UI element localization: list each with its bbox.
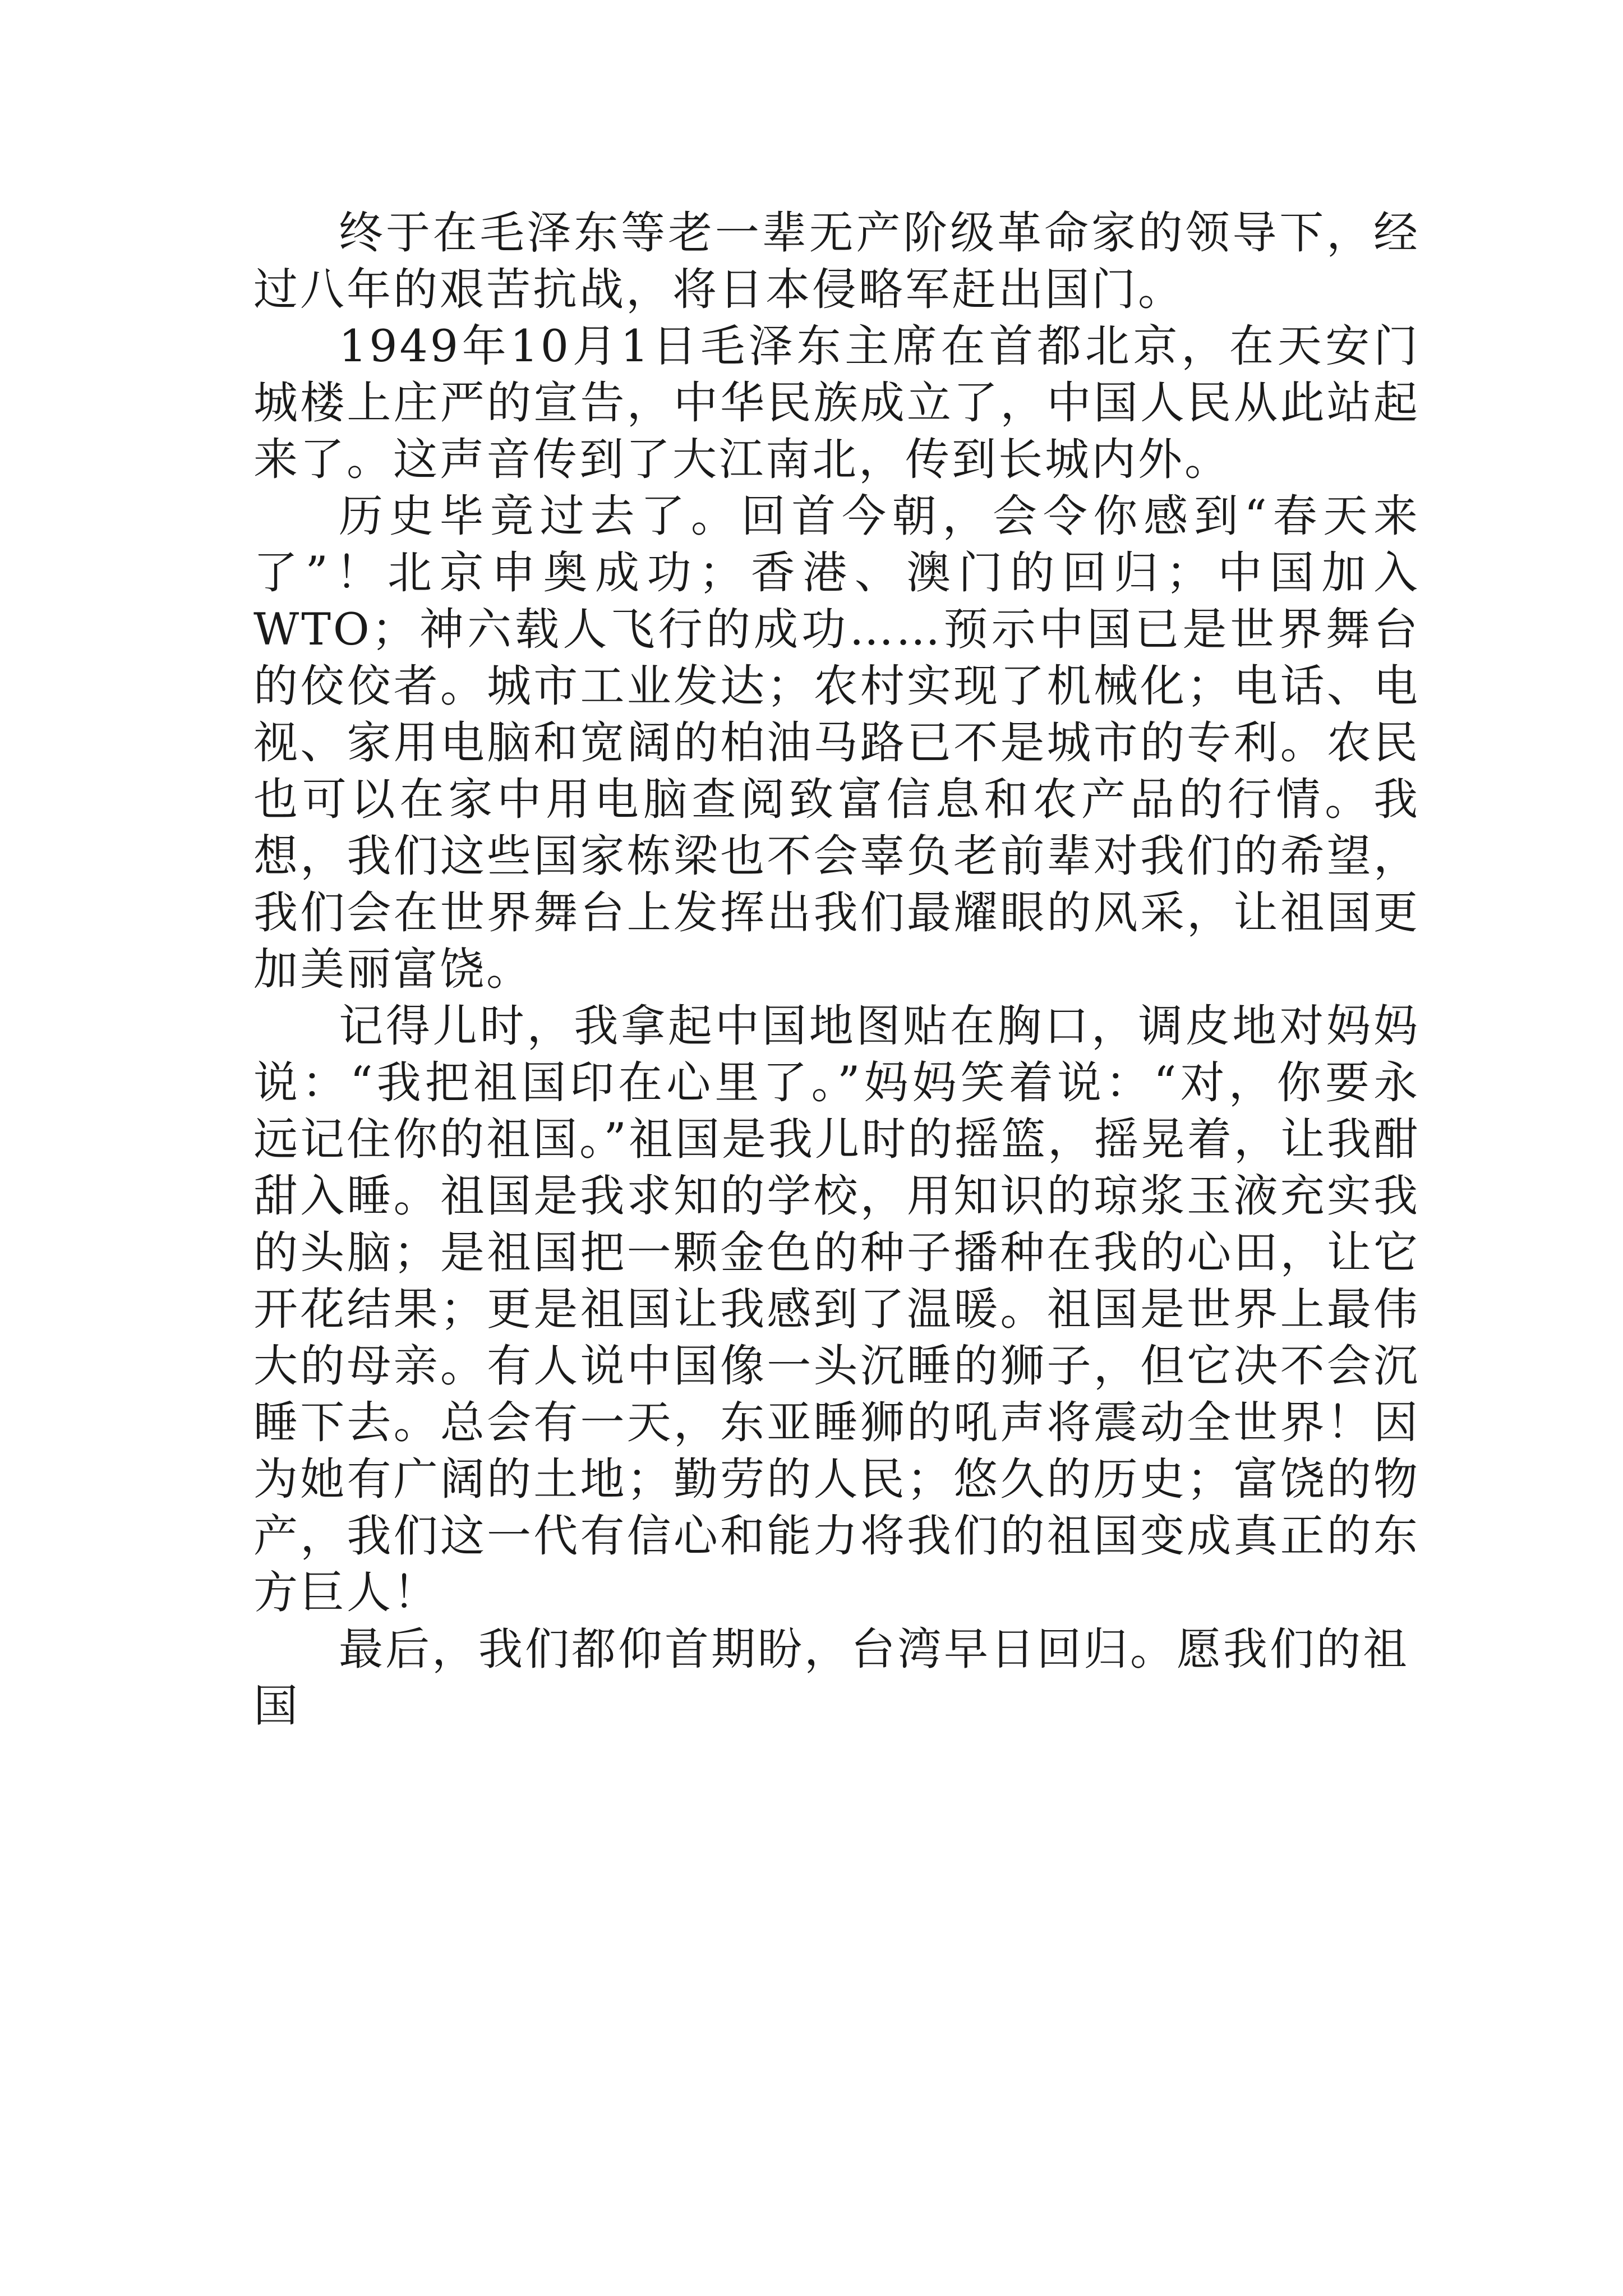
paragraph-founding: 1949年10月1日毛泽东主席在首都北京，在天安门城楼上庄严的宣告，中华民族成立了，中国人民从此站起来了。这声音传到了大江南北，传到长城内外。 [253,320,1420,485]
paragraph-today: 历史毕竟过去了。回首今朝，会令你感到“春天来了”！北京申奥成功；香港、澳门的回归；中国加入WTO；神六载人飞行的成功……预示中国已是世界舞台的佼佼者。城市工业发达；农村实现了机械化；电话、电视、家用电脑和宽阔的柏油马路已不是城市的专利。农民也可以在家中用电脑查阅致富信息和农产品的行情。我想，我们这些国家栋梁也不会辜负老前辈对我们的希望，我们会在世界舞台上发挥出我们最耀眼的风采，让祖国更加美丽富饶。 [253,490,1420,995]
paragraph-childhood: 记得儿时，我拿起中国地图贴在胸口，调皮地对妈妈说：“我把祖国印在心里了。”妈妈笑着说：“对，你要永远记住你的祖国。”祖国是我儿时的摇篮，摇晃着，让我酣甜入睡。祖国是我求知的学校，用知识的琼浆玉液充实我的头脑；是祖国把一颗金色的种子播种在我的心田，让它开花结果；更是祖国让我感到了温暖。祖国是世界上最伟大的母亲。有人说中国像一头沉睡的狮子，但它决不会沉睡下去。总会有一天，东亚睡狮的吼声将震动全世界！因为她有广阔的土地；勤劳的人民；悠久的历史；富饶的物产，我们这一代有信心和能力将我们的祖国变成真正的东方巨人！ [253,1000,1420,1618]
paragraph-taiwan: 最后，我们都仰首期盼，台湾早日回归。愿我们的祖国 [253,1623,1409,1732]
paragraph-victory: 终于在毛泽东等老一辈无产阶级革命家的领导下，经过八年的艰苦抗战，将日本侵略军赶出国门。 [253,207,1420,315]
body-text [253,205,1420,1734]
